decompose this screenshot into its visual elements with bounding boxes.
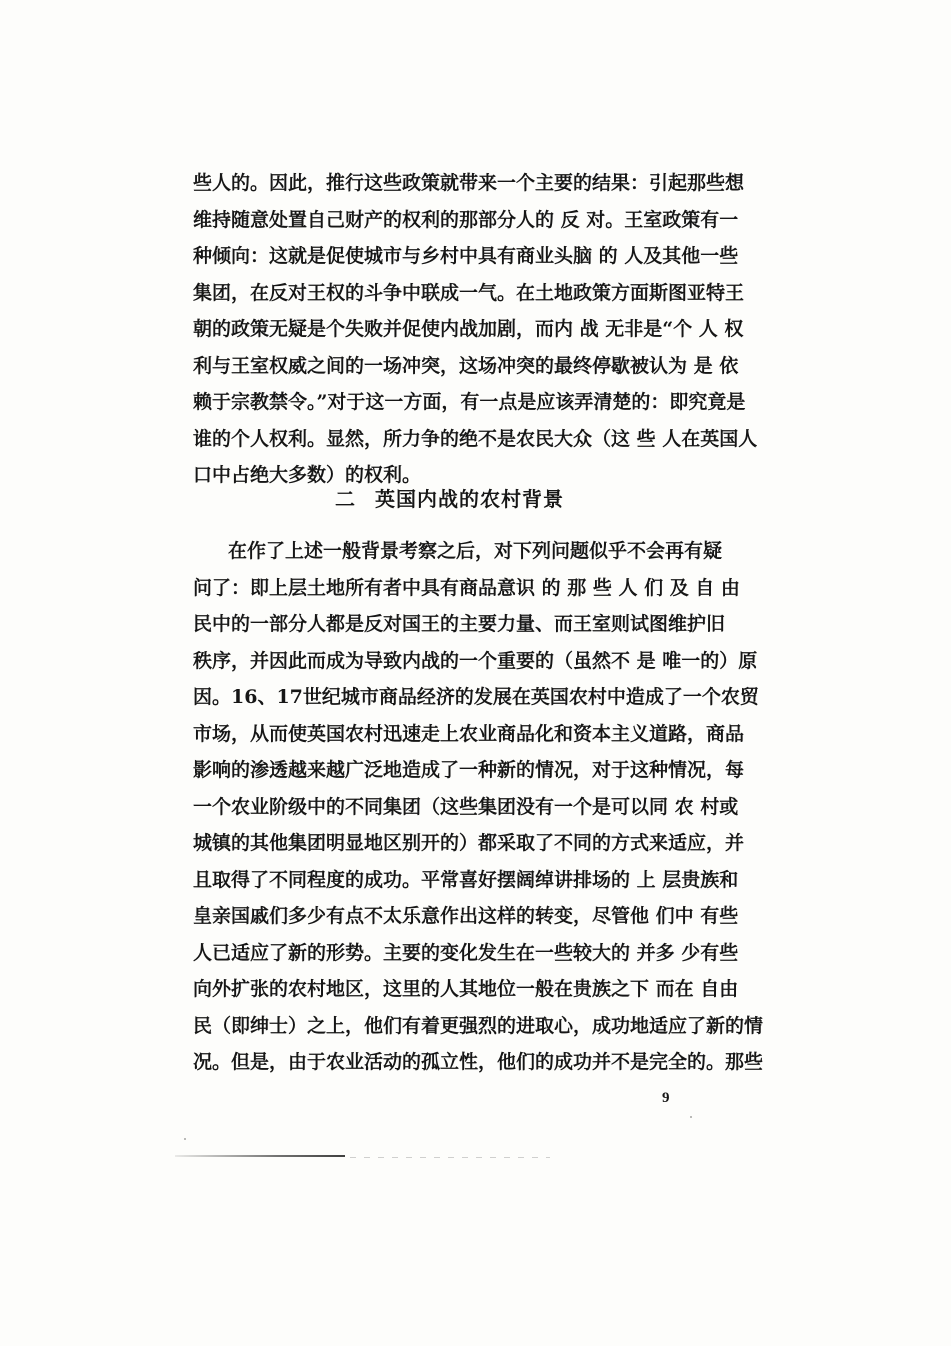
text-line: 口中占绝大多数）的权利。 xyxy=(193,464,422,486)
text-line: 向外扩张的农村地区，这里的人其地位一般在贵族之下 而在 自由 xyxy=(193,978,739,1000)
text-line: 维持随意处置自己财产的权利的那部分人的 反 对。王室政策有一 xyxy=(193,209,739,231)
text-line: 秩序，并因此而成为导致内战的一个重要的（虽然不 是 唯一的）原 xyxy=(193,650,758,672)
scan-speck xyxy=(690,1116,692,1118)
section-title: 英国内战的农村背景 xyxy=(375,487,564,511)
text-line: 赖于宗教禁令。”对于这一方面，有一点是应该弄清楚的：即究竟是 xyxy=(193,391,746,413)
text-line: 人已适应了新的形势。主要的变化发生在一些较大的 并多 少有些 xyxy=(193,942,739,964)
text-line: 种倾向：这就是促使城市与乡村中具有商业头脑 的 人及其他一些 xyxy=(193,245,739,267)
text-line: 利与王室权威之间的一场冲突，这场冲突的最终停歇被认为 是 依 xyxy=(193,355,739,377)
text-line: 市场，从而使英国农村迅速走上农业商品化和资本主义道路，商品 xyxy=(193,723,745,745)
text-line: 朝的政策无疑是个失败并促使内战加剧，而内 战 无非是“个 人 权 xyxy=(193,318,744,340)
text-line: 况。但是，由于农业活动的孤立性，他们的成功并不是完全的。那些 xyxy=(193,1051,764,1073)
text-line: 因。16、17世纪城市商品经济的发展在英国农村中造成了一个农贸 xyxy=(193,686,759,708)
text-line: 民（即绅士）之上，他们有着更强烈的进取心，成功地适应了新的情 xyxy=(193,1015,764,1037)
text-line: 集团，在反对王权的斗争中联成一气。在土地政策方面斯图亚特王 xyxy=(193,282,745,304)
text-line: 影响的渗透越来越广泛地造成了一种新的情况，对于这种情况，每 xyxy=(193,759,745,781)
text-line: 民中的一部分人都是反对国王的主要力量、而王室则试图维护旧 xyxy=(193,613,726,635)
section-number: 二 xyxy=(335,487,355,511)
scan-speck xyxy=(184,1138,186,1140)
scan-artifact-line xyxy=(175,1155,345,1157)
text-line: 问了：即上层土地所有者中具有商品意识 的 那 些 人 们 及 自 由 xyxy=(193,577,740,599)
text-line: 皇亲国戚们多少有点不太乐意作出这样的转变，尽管他 们中 有些 xyxy=(193,905,739,927)
text-line: 城镇的其他集团明显地区别开的）都采取了不同的方式来适应，并 xyxy=(193,832,745,854)
text-line: 在作了上述一般背景考察之后，对下列问题似乎不会再有疑 xyxy=(228,540,723,562)
page-number: 9 xyxy=(662,1090,670,1106)
text-line: 且取得了不同程度的成功。平常喜好摆阔绰讲排场的 上 层贵族和 xyxy=(193,869,739,891)
text-line: 谁的个人权利。显然，所力争的绝不是农民大众（这 些 人在英国人 xyxy=(193,428,758,450)
scan-artifact-dashes xyxy=(350,1157,550,1158)
text-line: 一个农业阶级中的不同集团（这些集团没有一个是可以同 农 村或 xyxy=(193,796,739,818)
scan-speck xyxy=(703,211,705,213)
text-line: 些人的。因此，推行这些政策就带来一个主要的结果：引起那些想 xyxy=(193,172,745,194)
